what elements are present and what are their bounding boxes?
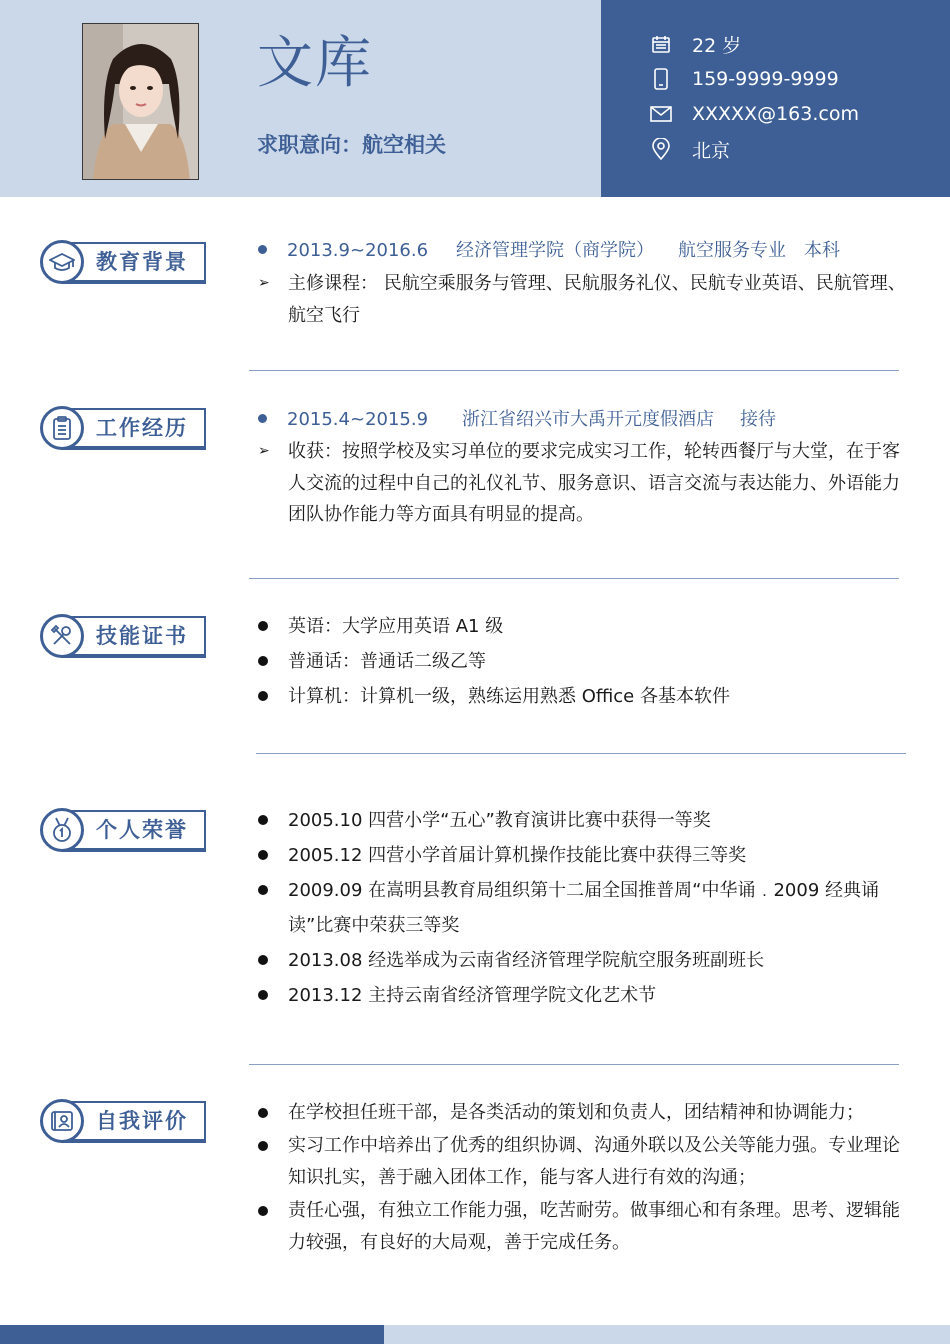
profile-photo — [82, 23, 199, 180]
section-badge-self — [40, 1099, 206, 1143]
entry-dot — [258, 245, 267, 254]
list-item: 2005.12 四营小学首届计算机操作技能比赛中获得三等奖 — [258, 838, 908, 873]
education-major: 航空服务专业 — [678, 240, 787, 261]
candidate-name: 文库 — [257, 31, 373, 96]
section-badge-honors — [40, 808, 206, 852]
section-divider — [249, 578, 899, 579]
phone-icon — [650, 68, 672, 90]
work-header — [258, 406, 776, 434]
calendar-icon — [650, 33, 672, 55]
age-text: 22 岁 — [692, 34, 742, 57]
contact-email — [650, 99, 859, 129]
list-item: 英语：大学应用英语 A1 级 — [258, 609, 908, 644]
entry-dot — [258, 414, 267, 423]
section-title-work: 工作经历 — [96, 416, 188, 440]
mail-icon — [650, 103, 672, 125]
section-title-skills: 技能证书 — [96, 624, 188, 648]
tools-icon — [40, 614, 84, 658]
work-detail-text: 收获：按照学校及实习单位的要求完成实习工作，轮转西餐厅与大堂，在于客人交流的过程中自己的礼仪礼节、服务意识、语言交流与表达能力、外语能力团队协作能力等方面具有明显的提高。 — [288, 441, 900, 525]
education-courses — [258, 268, 908, 331]
list-item: 计算机：计算机一级，熟练运用熟悉 Office 各基本软件 — [258, 679, 908, 714]
section-badge-work — [40, 406, 206, 450]
section-divider — [249, 370, 899, 371]
contact-location — [650, 134, 730, 164]
honors-list — [258, 803, 908, 1013]
section-divider — [249, 1064, 899, 1065]
work-role: 接待 — [740, 409, 777, 430]
list-item: 实习工作中培养出了优秀的组织协调、沟通外联以及公关等能力强。专业理论知识扎实，善于融入团体工作，能与客人进行有效的沟通； — [258, 1130, 908, 1195]
email-text[interactable]: XXXXX@163.com — [692, 103, 859, 125]
list-item: 在学校担任班干部，是各类活动的策划和负责人，团结精神和协调能力； — [258, 1097, 908, 1130]
phone-text[interactable]: 159-9999-9999 — [692, 68, 839, 90]
section-title-honors: 个人荣誉 — [96, 818, 188, 842]
list-item: 普通话：普通话二级乙等 — [258, 644, 908, 679]
section-badge-education — [40, 240, 206, 284]
work-period: 2015.4~2015.9 — [287, 409, 429, 430]
arrow-bullet-icon: ➢ — [258, 275, 270, 291]
list-item: 2013.08 经选举成为云南省经济管理学院航空服务班副班长 — [258, 943, 908, 978]
section-title-education: 教育背景 — [96, 250, 188, 274]
section-divider — [256, 753, 906, 754]
section-badge-skills — [40, 614, 206, 658]
list-item: 2005.10 四营小学“五心”教育演讲比赛中获得一等奖 — [258, 803, 908, 838]
job-objective: 求职意向：航空相关 — [257, 133, 446, 157]
medal-icon — [40, 808, 84, 852]
education-courses-text: 主修课程： 民航空乘服务与管理、民航服务礼仪、民航专业英语、民航管理、航空飞行 — [288, 273, 906, 326]
contact-age — [650, 29, 741, 59]
list-item: 2013.12 主持云南省经济管理学院文化艺术节 — [258, 978, 908, 1013]
graduation-cap-icon — [40, 240, 84, 284]
arrow-bullet-icon: ➢ — [258, 443, 270, 459]
footer-bar-dark — [0, 1325, 384, 1344]
list-item: 2009.09 在嵩明县教育局组织第十二届全国推普周“中华诵﹒2009 经典诵读”比赛中荣获三等奖 — [258, 873, 908, 943]
work-company: 浙江省绍兴市大禹开元度假酒店 — [462, 409, 715, 430]
self-evaluation-list — [258, 1097, 908, 1260]
education-header — [258, 237, 840, 265]
section-title-self: 自我评价 — [96, 1109, 188, 1133]
skills-list — [258, 609, 908, 714]
education-degree: 本科 — [804, 240, 841, 261]
clipboard-icon — [40, 406, 84, 450]
list-item: 责任心强，有独立工作能力强，吃苦耐劳。做事细心和有条理。思考、逻辑能力较强，有良好的大局观，善于完成任务。 — [258, 1195, 908, 1260]
location-text: 北京 — [692, 139, 731, 162]
education-period: 2013.9~2016.6 — [287, 240, 429, 261]
profile-card-icon — [40, 1099, 84, 1143]
location-pin-icon — [650, 138, 672, 160]
footer-bar-light — [384, 1325, 950, 1344]
education-school: 经济管理学院（商学院） — [456, 240, 655, 261]
work-detail — [258, 436, 908, 531]
contact-phone — [650, 64, 839, 94]
